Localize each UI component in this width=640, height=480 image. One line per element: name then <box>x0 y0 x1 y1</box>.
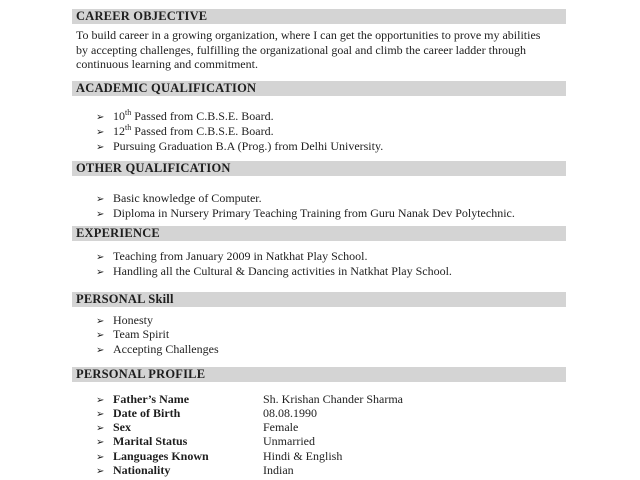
arrow-bullet-icon: ➢ <box>96 345 105 356</box>
career-objective-line: continuous learning and commitment. <box>76 57 258 71</box>
profile-value: Sh. Krishan Chander Sharma <box>263 392 403 406</box>
profile-label: Sex <box>113 420 131 434</box>
section-career-objective: CAREER OBJECTIVE <box>72 9 566 24</box>
arrow-bullet-icon: ➢ <box>96 267 105 278</box>
profile-label: Nationality <box>113 463 171 477</box>
arrow-bullet-icon: ➢ <box>96 209 105 220</box>
profile-value: Female <box>263 420 299 434</box>
career-objective-line: To build career in a growing organization, where I can get the opportunities to prove my abilities <box>76 28 541 42</box>
profile-label: Father’s Name <box>113 392 190 406</box>
list-item: ➢ 10th Passed from C.B.S.E. Board. <box>96 108 274 123</box>
section-personal-profile: PERSONAL PROFILE <box>72 367 566 382</box>
arrow-bullet-icon: ➢ <box>96 112 105 123</box>
arrow-bullet-icon: ➢ <box>96 330 105 341</box>
arrow-bullet-icon: ➢ <box>96 252 105 263</box>
list-item: ➢ 12th Passed from C.B.S.E. Board. <box>96 123 274 138</box>
list-item: ➢ Accepting Challenges <box>96 342 219 356</box>
profile-row <box>96 463 294 479</box>
list-item: ➢ Handling all the Cultural & Dancing activities in Natkhat Play School. <box>96 264 452 278</box>
arrow-bullet-icon: ➢ <box>96 437 105 448</box>
list-item: ➢ Diploma in Nursery Primary Teaching Training from Guru Nanak Dev Polytechnic. <box>96 206 515 220</box>
section-other-qualification: OTHER QUALIFICATION <box>72 161 566 176</box>
list-item: ➢ Honesty <box>96 313 153 327</box>
profile-label: Marital Status <box>113 434 188 448</box>
section-experience: EXPERIENCE <box>72 226 566 241</box>
profile-row <box>96 434 315 450</box>
profile-label: Date of Birth <box>113 406 181 420</box>
arrow-bullet-icon: ➢ <box>96 452 105 463</box>
career-objective-line: by accepting challenges, fulfilling the organizational goal and climb the career ladder through <box>76 42 526 57</box>
arrow-bullet-icon: ➢ <box>96 127 105 138</box>
arrow-bullet-icon: ➢ <box>96 466 105 477</box>
list-item: ➢ Pursuing Graduation B.A (Prog.) from Delhi University. <box>96 139 384 153</box>
profile-value: Hindi & English <box>263 449 343 463</box>
arrow-bullet-icon: ➢ <box>96 395 105 406</box>
arrow-bullet-icon: ➢ <box>96 142 105 153</box>
profile-label: Languages Known <box>113 449 209 463</box>
list-item: ➢ Team Spirit <box>96 327 170 341</box>
list-item: ➢ Basic knowledge of Computer. <box>96 191 262 205</box>
profile-value: Unmarried <box>263 434 315 448</box>
section-personal-skill: PERSONAL Skill <box>72 292 566 307</box>
arrow-bullet-icon: ➢ <box>96 194 105 205</box>
career-objective-text <box>76 28 566 72</box>
profile-value: Indian <box>263 463 294 477</box>
arrow-bullet-icon: ➢ <box>96 409 105 420</box>
arrow-bullet-icon: ➢ <box>96 423 105 434</box>
profile-value: 08.08.1990 <box>263 406 317 420</box>
section-academic-qualification: ACADEMIC QUALIFICATION <box>72 81 566 96</box>
list-item: ➢ Teaching from January 2009 in Natkhat Play School. <box>96 249 368 263</box>
arrow-bullet-icon: ➢ <box>96 316 105 327</box>
